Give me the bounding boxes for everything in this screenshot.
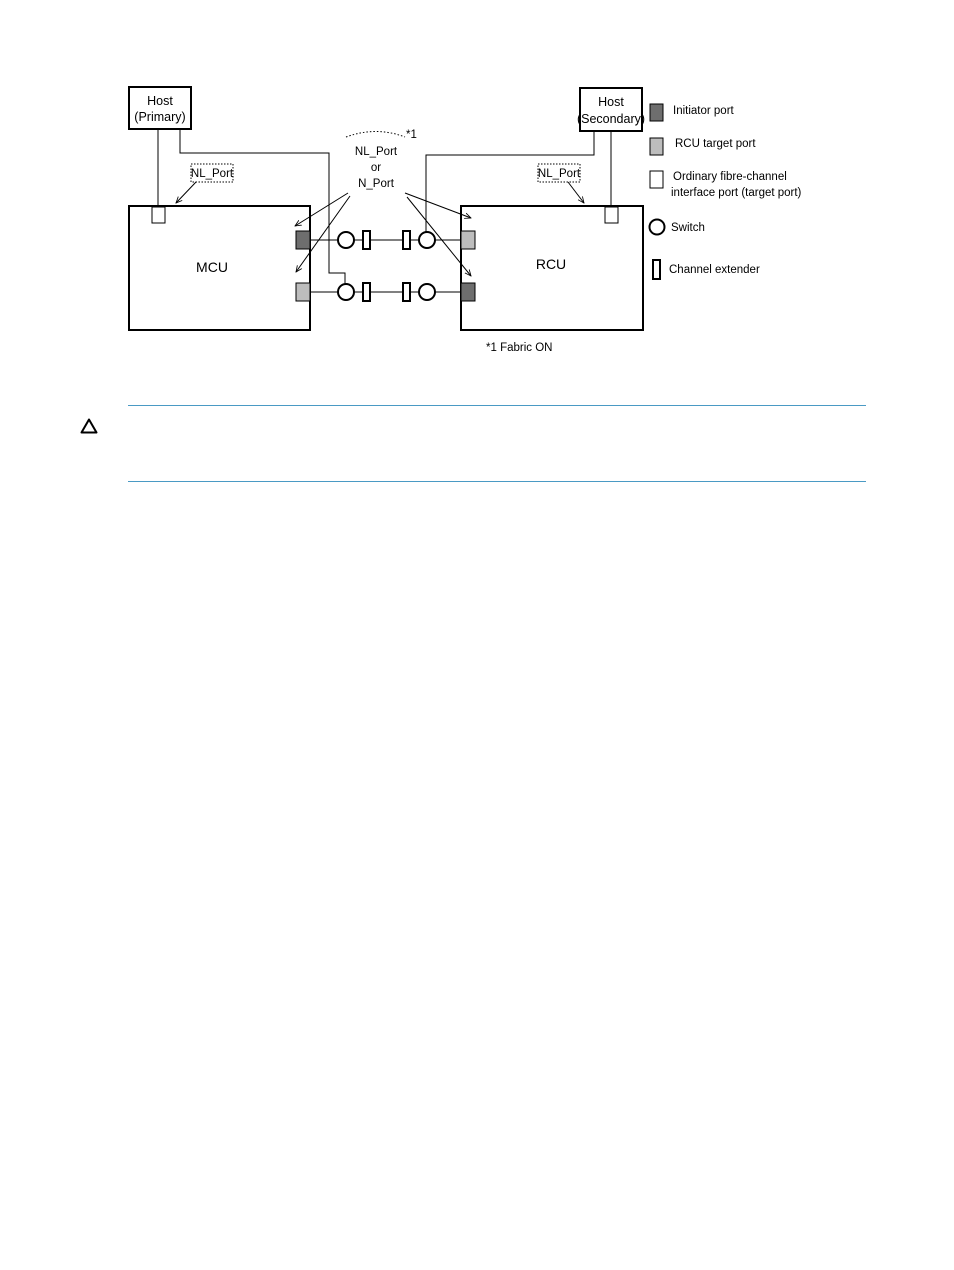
mcu-unit bbox=[129, 206, 310, 330]
host-secondary bbox=[577, 88, 645, 131]
callout-note-mark: *1 bbox=[406, 129, 417, 141]
host-primary-line2: (Primary) bbox=[134, 110, 186, 124]
host-primary-line1: Host bbox=[147, 94, 173, 108]
extender-top-left bbox=[363, 231, 370, 249]
switch-top-left bbox=[338, 232, 354, 248]
nl-port-label-right bbox=[538, 164, 584, 203]
legend-ordinary-line2: interface port (target port) bbox=[671, 187, 802, 199]
nl-port-right-text: NL_Port bbox=[537, 168, 581, 180]
callout-arrows bbox=[295, 193, 471, 276]
extender-bottom-right bbox=[403, 283, 410, 301]
center-callout bbox=[346, 129, 417, 190]
caution-triangle-icon bbox=[80, 418, 98, 434]
host-secondary-line2: (Secondary) bbox=[576, 112, 646, 126]
switch-bottom-left bbox=[338, 284, 354, 300]
caution-rule-bottom bbox=[128, 481, 866, 482]
legend-ordinary-swatch bbox=[650, 171, 663, 188]
rcu-unit bbox=[461, 206, 643, 330]
callout-line2: or bbox=[370, 162, 382, 174]
rcu-label: RCU bbox=[535, 256, 567, 272]
legend-initiator-label: Initiator port bbox=[673, 105, 734, 117]
host-secondary-line1: Host bbox=[598, 95, 624, 109]
callout-line1: NL_Port bbox=[354, 146, 398, 158]
legend-ordinary-line1: Ordinary fibre-channel bbox=[673, 171, 787, 183]
legend bbox=[650, 104, 802, 279]
legend-switch-symbol bbox=[650, 220, 665, 235]
link-path-bottom bbox=[296, 283, 475, 301]
legend-switch-label: Switch bbox=[671, 222, 705, 234]
caution-rule-top bbox=[128, 405, 866, 406]
mcu-initiator-port-top bbox=[296, 231, 310, 249]
legend-extender-label: Channel extender bbox=[669, 264, 760, 276]
switch-bottom-right bbox=[419, 284, 435, 300]
rcu-host-port bbox=[605, 207, 618, 223]
legend-rcu-target-label: RCU target port bbox=[675, 138, 756, 150]
legend-rcu-target-swatch bbox=[650, 138, 663, 155]
footnote-fabric: *1 Fabric ON bbox=[486, 342, 553, 354]
legend-initiator-swatch bbox=[650, 104, 663, 121]
rcu-initiator-port-bottom bbox=[461, 283, 475, 301]
callout-line3: N_Port bbox=[358, 178, 394, 190]
mcu-target-port-bottom bbox=[296, 283, 310, 301]
host-primary bbox=[129, 87, 191, 129]
nl-port-left-text: NL_Port bbox=[190, 168, 234, 180]
mcu-host-port bbox=[152, 207, 165, 223]
rcu-target-port-top bbox=[461, 231, 475, 249]
nl-port-label-left bbox=[176, 164, 234, 203]
mcu-label: MCU bbox=[196, 259, 228, 275]
legend-extender-symbol bbox=[653, 260, 660, 279]
switch-top-right bbox=[419, 232, 435, 248]
extender-bottom-left bbox=[363, 283, 370, 301]
extender-top-right bbox=[403, 231, 410, 249]
